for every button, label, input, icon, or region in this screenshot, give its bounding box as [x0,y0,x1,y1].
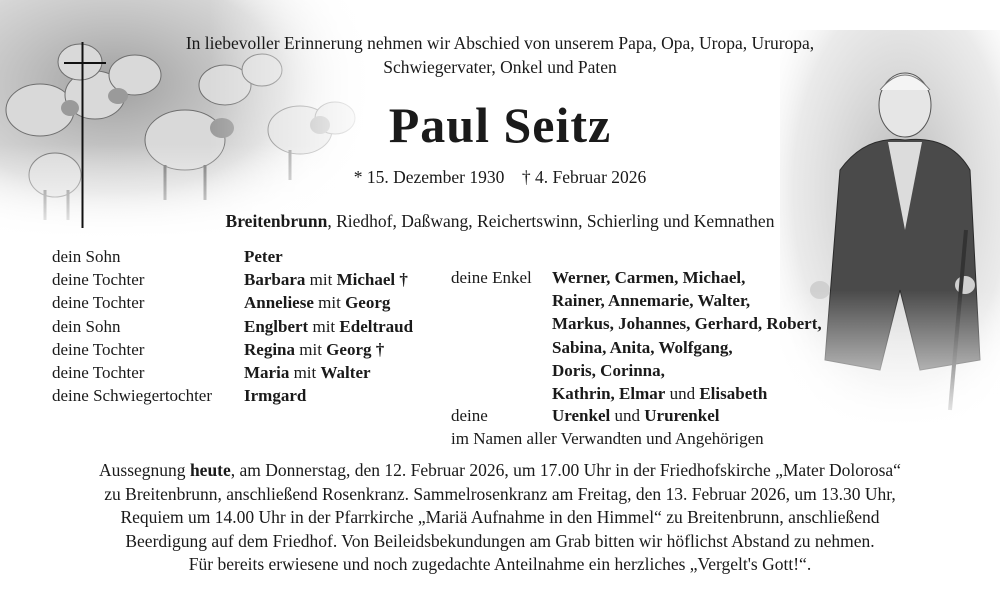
member-name: Regina [244,339,295,359]
family-member [244,291,413,314]
partner-name: Georg † [326,339,385,359]
with-word: mit [308,316,340,336]
family-member [244,268,413,291]
relation-label: deine Tochter [52,363,145,383]
grandchildren-line: Doris, Corinna, [552,360,665,380]
service-line-1 [0,459,1000,483]
member-name: Maria [244,363,290,383]
family-names [244,245,413,407]
with-word: mit [305,270,337,290]
relation-label: deine Tochter [52,293,145,313]
great-grandchildren-line [552,405,720,427]
great-grandchildren: Urenkel [552,406,611,425]
life-dates: * 15. Dezember 1930 † 4. Februar 2026 [353,167,647,187]
places-rest: , Riedhof, Daßwang, Reichertswinn, Schierling und Kemnathen [327,211,775,231]
family-member [244,361,413,384]
with-word: mit [289,363,321,383]
member-name: Peter [244,247,283,266]
grandchildren-names-a: Kathrin, Elmar [552,384,666,404]
relation-label: deine Schwiegertochter [52,386,213,406]
partner-name: Edeltraud [339,316,414,336]
service-details [0,459,1000,577]
member-name: Irmgard [244,386,307,406]
and-word: und [610,406,645,425]
partner-name: Georg [345,293,391,313]
places-line [0,210,1000,232]
grandchildren-label: deine Enkel [451,268,532,287]
service-line-5: Für bereits erwiesene und noch zugedachte Anteilnahme ein herzliches „Vergelt's Gott!“. [188,554,812,575]
intro-line-2: Schwiegervater, Onkel und Paten [383,57,617,77]
great-grandchildren-label: deine [451,406,488,425]
relation-label: dein Sohn [52,247,121,266]
partner-name: Walter [320,363,371,383]
service-line-4: Beerdigung auf dem Friedhof. Von Beileidsbekundungen am Grab bitten wir höflichst Abstand zu nehmen. [125,530,875,551]
service-line-2: zu Breitenbrunn, anschließend Rosenkranz. Sammelrosenkranz am Freitag, den 13. Februar 2026, um 13.30 Uhr, [104,483,896,504]
grandchildren-line: Rainer, Annemarie, Walter, [552,291,751,311]
with-word: mit [295,339,327,359]
family-relations [52,245,212,407]
footer-text: , am Donnerstag, den 12. Februar 2026, um 17.00 Uhr in der Friedhofskirche „Mater Dolorosa“ [230,460,901,480]
partner-name: Michael † [336,270,408,290]
family-member [244,315,413,338]
and-word: und [665,384,700,404]
with-word: mit [313,293,346,313]
relatives-line: im Namen aller Verwandten und Angehörigen [451,429,764,448]
relation-label: deine Tochter [52,339,145,359]
grandchildren-line-last [552,382,822,405]
family-member [244,245,413,268]
relation-label: dein Sohn [52,316,121,336]
family-member [244,384,413,407]
member-name: Englbert [244,316,309,336]
grandchildren-names [552,266,822,405]
footer-text: Aussegnung [99,460,190,480]
grandchildren-line: Werner, Carmen, Michael, [552,268,746,287]
relation-label: deine Tochter [52,270,145,290]
grandchildren-line: Markus, Johannes, Gerhard, Robert, [552,314,822,334]
deceased-name: Paul Seitz [388,97,612,153]
great-great-grandchildren: Ururenkel [644,406,720,425]
grandchildren-line: Sabina, Anita, Wolfgang, [552,337,733,357]
grandchildren-names-b: Elisabeth [699,384,768,404]
place-home: Breitenbrunn [225,211,328,231]
member-name: Barbara [244,270,306,290]
service-line-3: Requiem um 14.00 Uhr in der Pfarrkirche „Mariä Aufnahme in den Himmel“ zu Breitenbrunn, anschließend [120,507,880,528]
footer-today: heute [189,460,231,480]
intro-line-1: In liebevoller Erinnerung nehmen wir Abschied von unserem Papa, Opa, Uropa, Ururopa, [185,33,815,53]
member-name: Anneliese [244,293,314,313]
family-member [244,338,413,361]
